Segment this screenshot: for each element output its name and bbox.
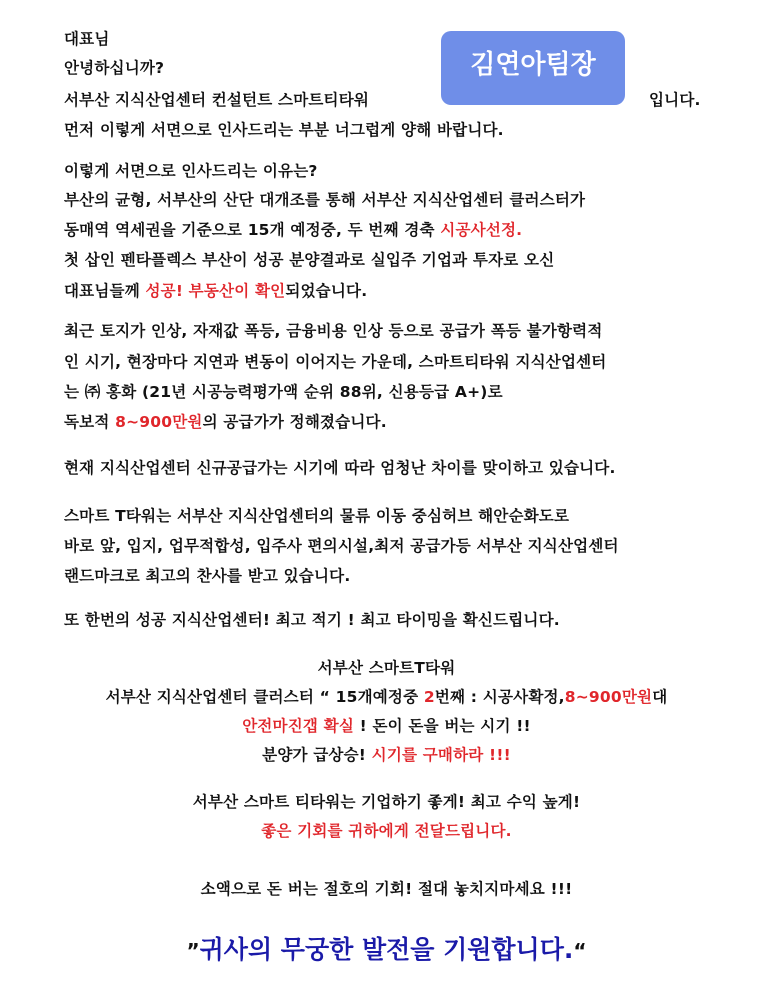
name-badge: 김연아팀장 xyxy=(441,31,625,105)
p2-line-2: 인 시기, 현장마다 지연과 변동이 이어지는 가운데, 스마트티타워 지식산업센터 xyxy=(64,353,607,371)
closing-open-quote: ” xyxy=(186,939,200,963)
p4-line-1: 스마트 T타워는 서부산 지식산업센터의 물류 이동 중심허브 해안순화도로 xyxy=(64,507,570,525)
p1-line-2: 부산의 균형, 서부산의 산단 대개조를 통해 서부산 지식산업센터 클러스터가 xyxy=(64,191,586,209)
p1-line-5-a: 대표님들께 xyxy=(64,282,146,300)
p3-line-1: 현재 지식산업센터 신규공급가는 시기에 따라 엄청난 차이를 맞이하고 있습니다. xyxy=(64,459,616,477)
p4-line-2: 바로 앞, 입지, 업무적합성, 입주사 편의시설,최저 공급가등 서부산 지식산업센터 xyxy=(64,537,619,555)
summary-highlight-margin: 안전마진갭 확실 xyxy=(242,717,355,735)
promise-line-2: 좋은 기회를 귀하에게 전달드립니다. xyxy=(261,822,512,840)
promise-line-1: 서부산 스마트 티타워는 기업하기 좋게! 최고 수익 높게! xyxy=(192,793,581,811)
closing-message xyxy=(0,930,773,966)
summary-highlight-price: 8~900만원 xyxy=(564,688,653,706)
summary-line-3-b: ! 돈이 돈을 버는 시기 !! xyxy=(354,717,531,735)
greeting-line-2: 안녕하십니까? xyxy=(64,59,165,77)
p4-line-3: 랜드마크로 최고의 찬사를 받고 있습니다. xyxy=(64,567,351,585)
summary-line-2-a: 서부산 지식산업센터 클러스터 “ 15개예정중 xyxy=(105,688,424,706)
summary-line-2-c: 번째 : 시공사확정, xyxy=(434,688,565,706)
intro-line-1-text: 서부산 지식산업센터 컨설턴트 스마트티타워 xyxy=(64,91,370,109)
p1-line-1: 이렇게 서면으로 인사드리는 이유는? xyxy=(64,162,318,180)
p2-line-3: 는 ㈜ 홍화 (21년 시공능력평가액 순위 88위, 신용등급 A+)로 xyxy=(64,383,503,401)
intro-line-1-end: 입니다. xyxy=(649,91,701,109)
summary-line-2 xyxy=(0,685,773,707)
closing-close-quote: “ xyxy=(573,939,587,963)
closing-text: 귀사의 무궁한 발전을 기원합니다. xyxy=(199,935,574,964)
p1-line-5-c: 되었습니다. xyxy=(285,282,368,300)
p2-line-4 xyxy=(64,410,387,432)
urge-line: 소액으로 돈 버는 절호의 기회! 절대 놓치지마세요 !!! xyxy=(200,880,573,898)
p2-line-4-a: 독보적 xyxy=(64,413,116,431)
summary-line-3 xyxy=(0,714,773,736)
p2-highlight-price: 8~900만원 xyxy=(115,413,203,431)
p1-line-3 xyxy=(64,218,522,240)
p2-line-4-c: 의 공급가가 정해졌습니다. xyxy=(202,413,387,431)
summary-highlight-2: 2 xyxy=(423,688,435,706)
summary-highlight-buy: 시기를 구매하라 !!! xyxy=(371,746,511,764)
summary-line-4 xyxy=(0,743,773,765)
intro-line-1 xyxy=(64,88,369,110)
p1-line-5 xyxy=(64,279,367,301)
summary-line-1: 서부산 스마트T타워 xyxy=(317,659,456,677)
p1-line-4: 첫 삽인 펜타플렉스 부산이 성공 분양결과로 실입주 기업과 투자로 오신 xyxy=(64,251,555,269)
p1-highlight-contractor: 시공사선정. xyxy=(440,221,523,239)
summary-line-2-e: 대 xyxy=(652,688,668,706)
p1-line-3-text: 동매역 역세권을 기준으로 15개 예정중, 두 번째 경축 xyxy=(64,221,441,239)
greeting-line-1: 대표님 xyxy=(64,30,110,48)
p2-line-1: 최근 토지가 인상, 자재값 폭등, 금융비용 인상 등으로 공급가 폭등 불가항력적 xyxy=(64,322,603,340)
p5-line-1: 또 한번의 성공 지식산업센터! 최고 적기 ! 최고 타이밍을 확신드립니다. xyxy=(64,611,560,629)
intro-line-2: 먼저 이렇게 서면으로 인사드리는 부분 너그럽게 양해 바랍니다. xyxy=(64,121,504,139)
summary-line-4-a: 분양가 급상승! xyxy=(262,746,372,764)
p1-highlight-success: 성공! 부동산이 확인 xyxy=(145,282,286,300)
